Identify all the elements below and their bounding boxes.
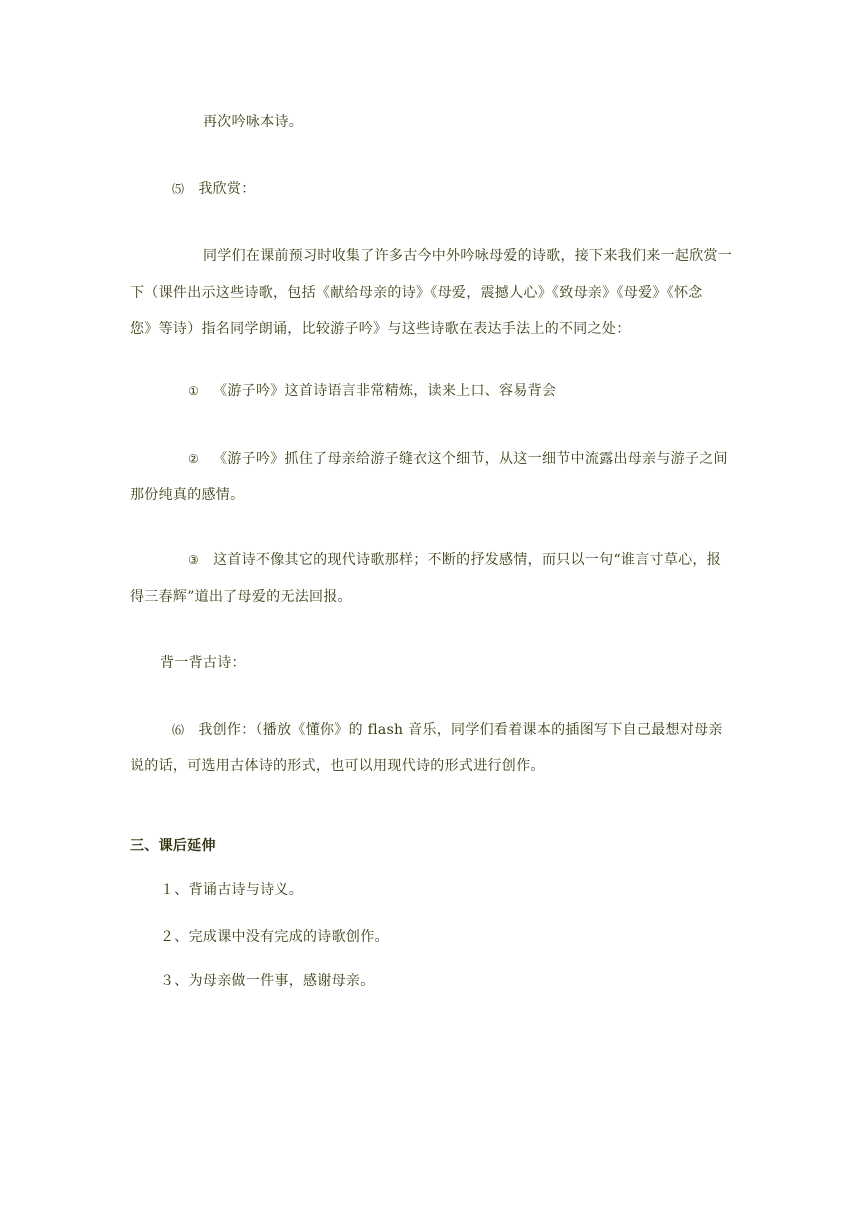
section-6-line-2: 说的话，可选用古体诗的形式，也可以用现代诗的形式进行创作。	[130, 758, 545, 774]
recite-poem-text: 背一背古诗：	[160, 655, 246, 671]
section-3-title: 三、课后延伸	[130, 838, 216, 854]
section-6-marker: ⑹	[172, 723, 185, 737]
extension-item-2: ２、完成课中没有完成的诗歌创作。	[160, 929, 389, 945]
point-3-line-1	[188, 550, 721, 570]
point-1-marker: ①	[188, 384, 200, 398]
point-1-text: 《游子吟》这首诗语言非常精炼，读来上口、容易背会	[213, 383, 557, 399]
extension-item-3: ３、为母亲做一件事，感谢母亲。	[160, 973, 375, 989]
section-6-line-1	[172, 720, 723, 740]
section-5-title: 我欣赏：	[198, 181, 256, 197]
intro-paragraph-line-3: 您》等诗）指名同学朗诵，比较游子吟》与这些诗歌在表达手法上的不同之处：	[130, 321, 631, 337]
section-5-marker: ⑸	[172, 182, 185, 196]
point-2-line-1	[188, 449, 728, 469]
section-6-text: 我创作：（播放《懂你》的 flash 音乐，同学们看着课本的插图写下自己最想对母亲	[198, 722, 723, 738]
point-3-marker: ③	[188, 553, 200, 567]
section-5-heading	[172, 179, 256, 199]
point-2-marker: ②	[188, 452, 200, 466]
point-2-line-2: 那份纯真的感情。	[130, 487, 245, 503]
recite-again-text: 再次吟咏本诗。	[203, 114, 304, 130]
point-2-text: 《游子吟》抓住了母亲给游子缝衣这个细节，从这一细节中流露出母亲与游子之间	[213, 451, 728, 467]
intro-paragraph-line-2: 下（课件出示这些诗歌，包括《献给母亲的诗》《母爱，震撼人心》《致母亲》《母爱》《怀念	[130, 285, 703, 301]
point-3-text: 这首诗不像其它的现代诗歌那样；不断的抒发感情，而只以一句“谁言寸草心，报	[213, 552, 722, 568]
point-1	[188, 381, 556, 401]
intro-paragraph-line-1: 同学们在课前预习时收集了许多古今中外吟咏母爱的诗歌，接下来我们来一起欣赏一	[203, 248, 733, 264]
point-3-line-2: 得三春辉”道出了母爱的无法回报。	[130, 589, 352, 605]
extension-item-1: １、背诵古诗与诗义。	[160, 882, 303, 898]
